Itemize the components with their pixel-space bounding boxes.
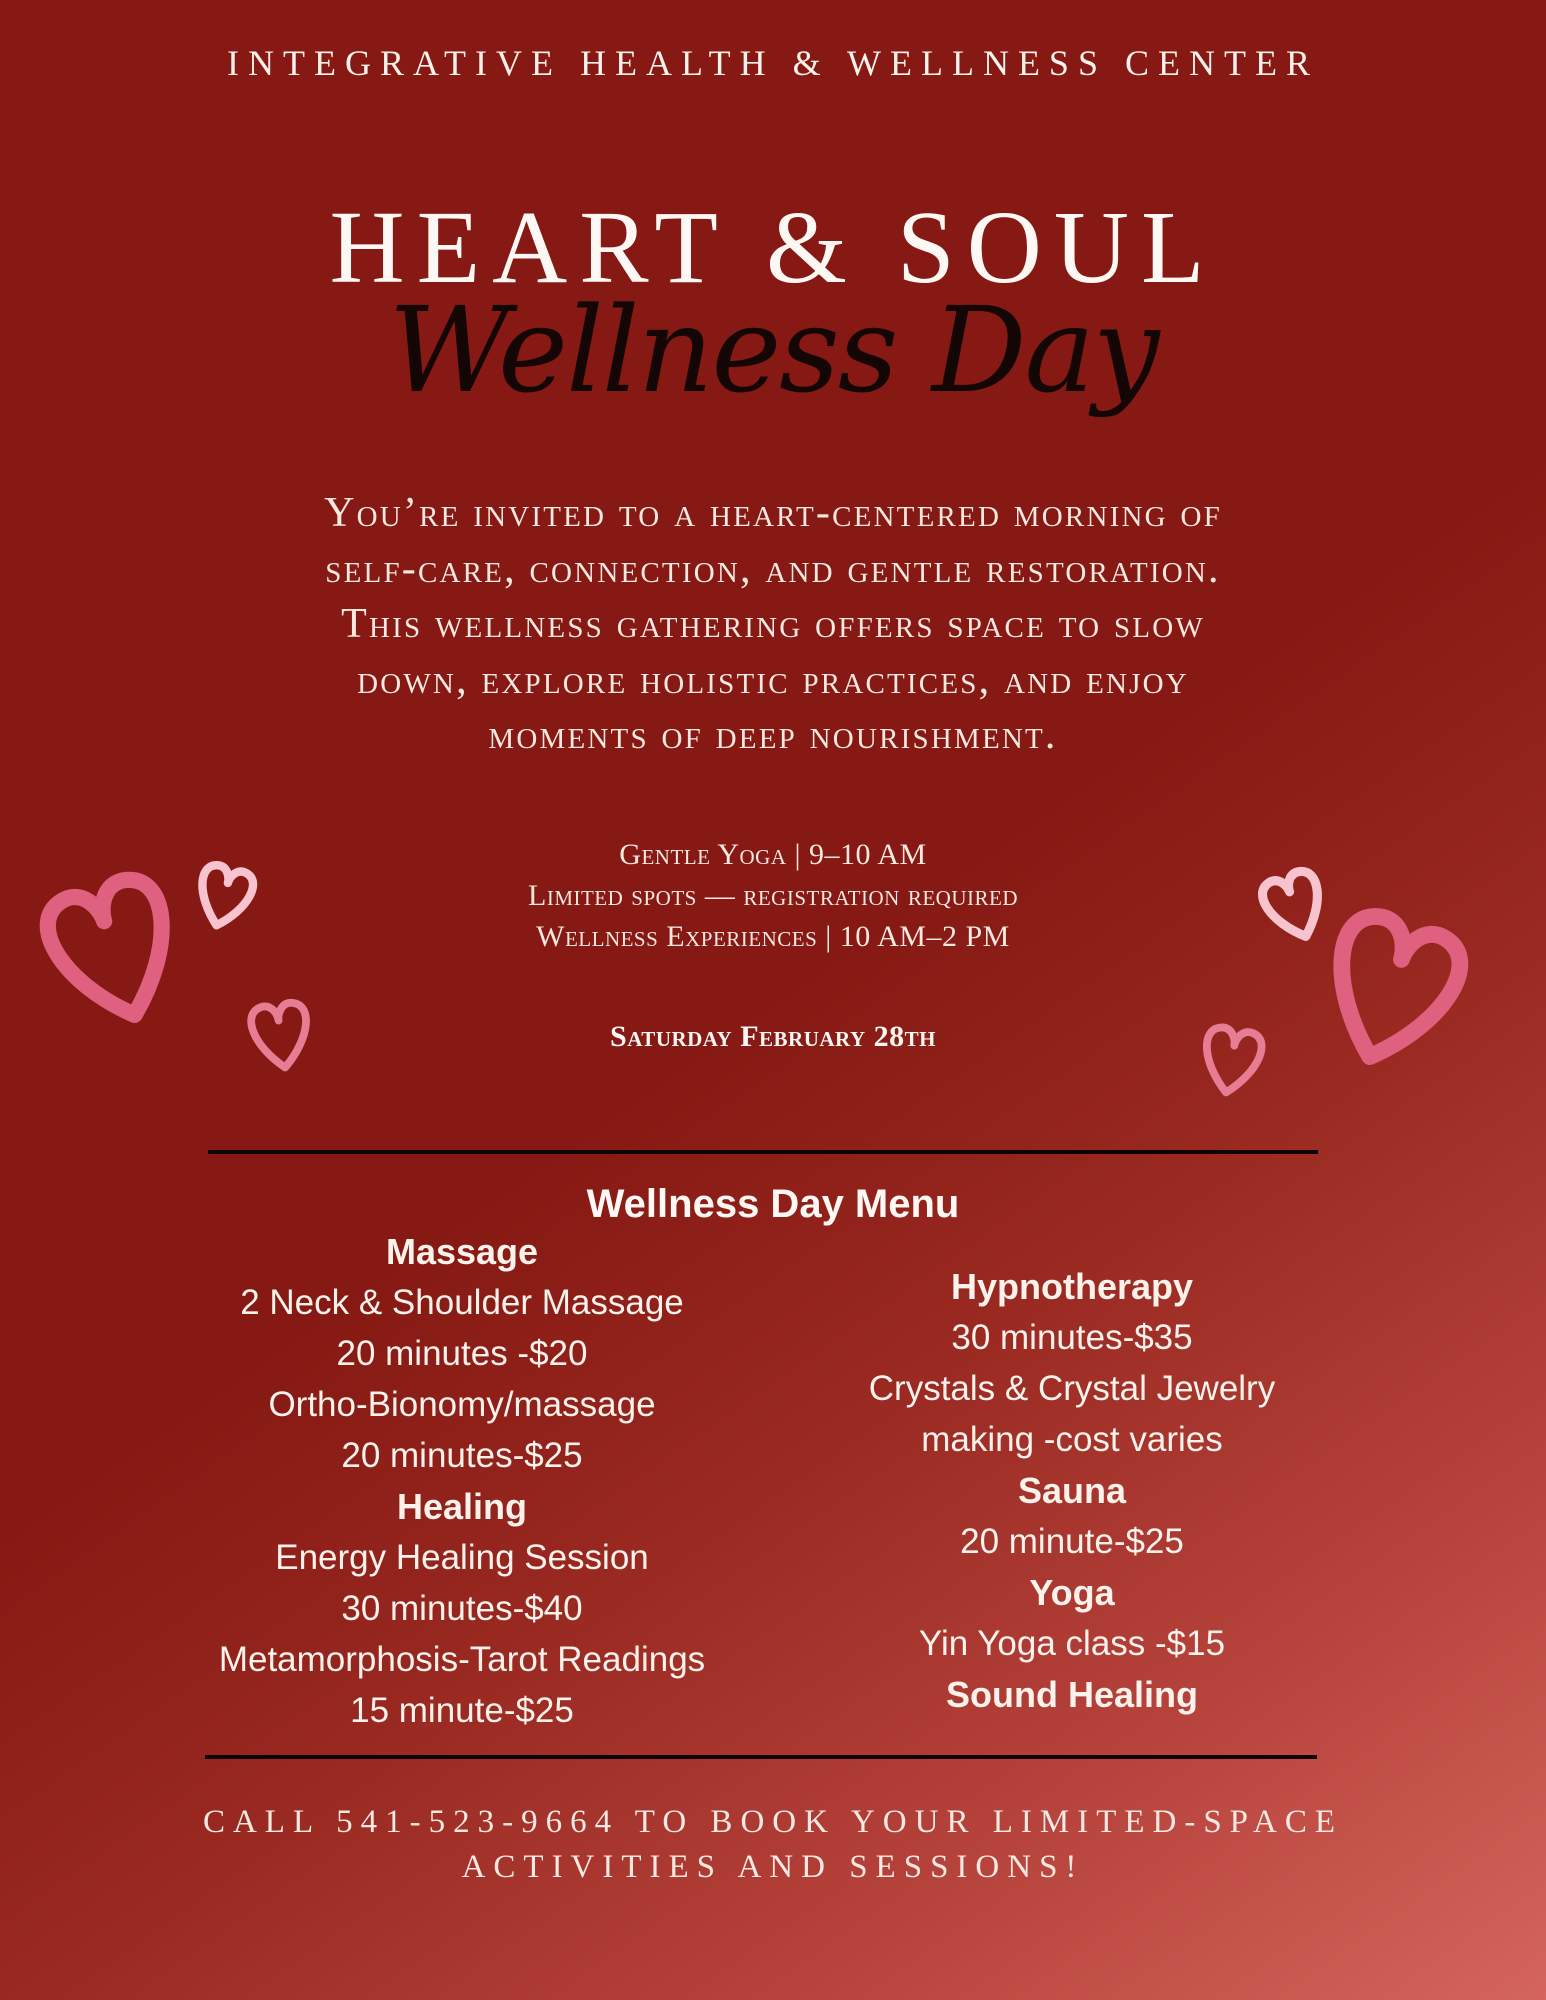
intro-line: You’re invited to a heart-centered morning of (324, 490, 1222, 536)
menu-item: 15 minute-$25 (350, 1691, 574, 1730)
org-name: INTEGRATIVE HEALTH & WELLNESS CENTER (227, 43, 1319, 83)
schedule-line: Wellness Experiences | 10 AM–2 PM (536, 920, 1010, 953)
event-date: Saturday February 28th (610, 1020, 936, 1053)
menu-item: Ortho-Bionomy/massage (268, 1385, 656, 1424)
menu-item: Metamorphosis-Tarot Readings (218, 1640, 706, 1679)
title-wellness-day: Wellness Day (388, 281, 1158, 419)
menu-item: 20 minute-$25 (960, 1522, 1184, 1561)
menu-heading: Sound Healing (946, 1674, 1198, 1715)
intro-line: This wellness gathering offers space to slow (341, 601, 1205, 647)
schedule-line: Limited spots — registration required (528, 879, 1018, 912)
divider-top (208, 1150, 1318, 1154)
menu-item: 30 minutes-$35 (951, 1318, 1193, 1357)
call-to-action (0, 1800, 1546, 1890)
menu-right-column (772, 1261, 1372, 1720)
menu-item: making -cost varies (921, 1420, 1223, 1459)
menu-heading: Yoga (1029, 1572, 1115, 1613)
menu-item: 20 minutes -$20 (336, 1334, 588, 1373)
menu-heading: Hypnotherapy (950, 1266, 1194, 1307)
intro-paragraph (200, 486, 1346, 764)
menu-heading: Sauna (1017, 1470, 1127, 1511)
menu-item: 20 minutes-$25 (341, 1436, 583, 1475)
intro-line: self-care, connection, and gentle restoration. (325, 545, 1221, 592)
menu-heading: Massage (385, 1231, 539, 1272)
menu-item: 30 minutes-$40 (341, 1589, 583, 1628)
intro-line: down, explore holistic practices, and enjoy (357, 656, 1189, 703)
intro-line: moments of deep nourishment. (488, 712, 1058, 758)
menu-item: Yin Yoga class -$15 (918, 1624, 1226, 1663)
cta-line: ACTIVITIES AND SESSIONS! (461, 1849, 1085, 1885)
menu-left-column (162, 1226, 762, 1736)
cta-line: CALL 541-523-9664 TO BOOK YOUR LIMITED-SPACE (202, 1804, 1344, 1840)
menu-item: 2 Neck & Shoulder Massage (240, 1283, 684, 1322)
menu-heading: Healing (396, 1486, 528, 1527)
menu-title: Wellness Day Menu (586, 1182, 960, 1226)
title-heart-soul: HEART & SOUL (329, 190, 1217, 305)
menu-item: Energy Healing Session (275, 1538, 649, 1577)
schedule (0, 834, 1546, 957)
divider-bottom (205, 1755, 1317, 1759)
schedule-line: Gentle Yoga | 9–10 AM (619, 838, 927, 871)
menu-item: Crystals & Crystal Jewelry (868, 1369, 1276, 1408)
